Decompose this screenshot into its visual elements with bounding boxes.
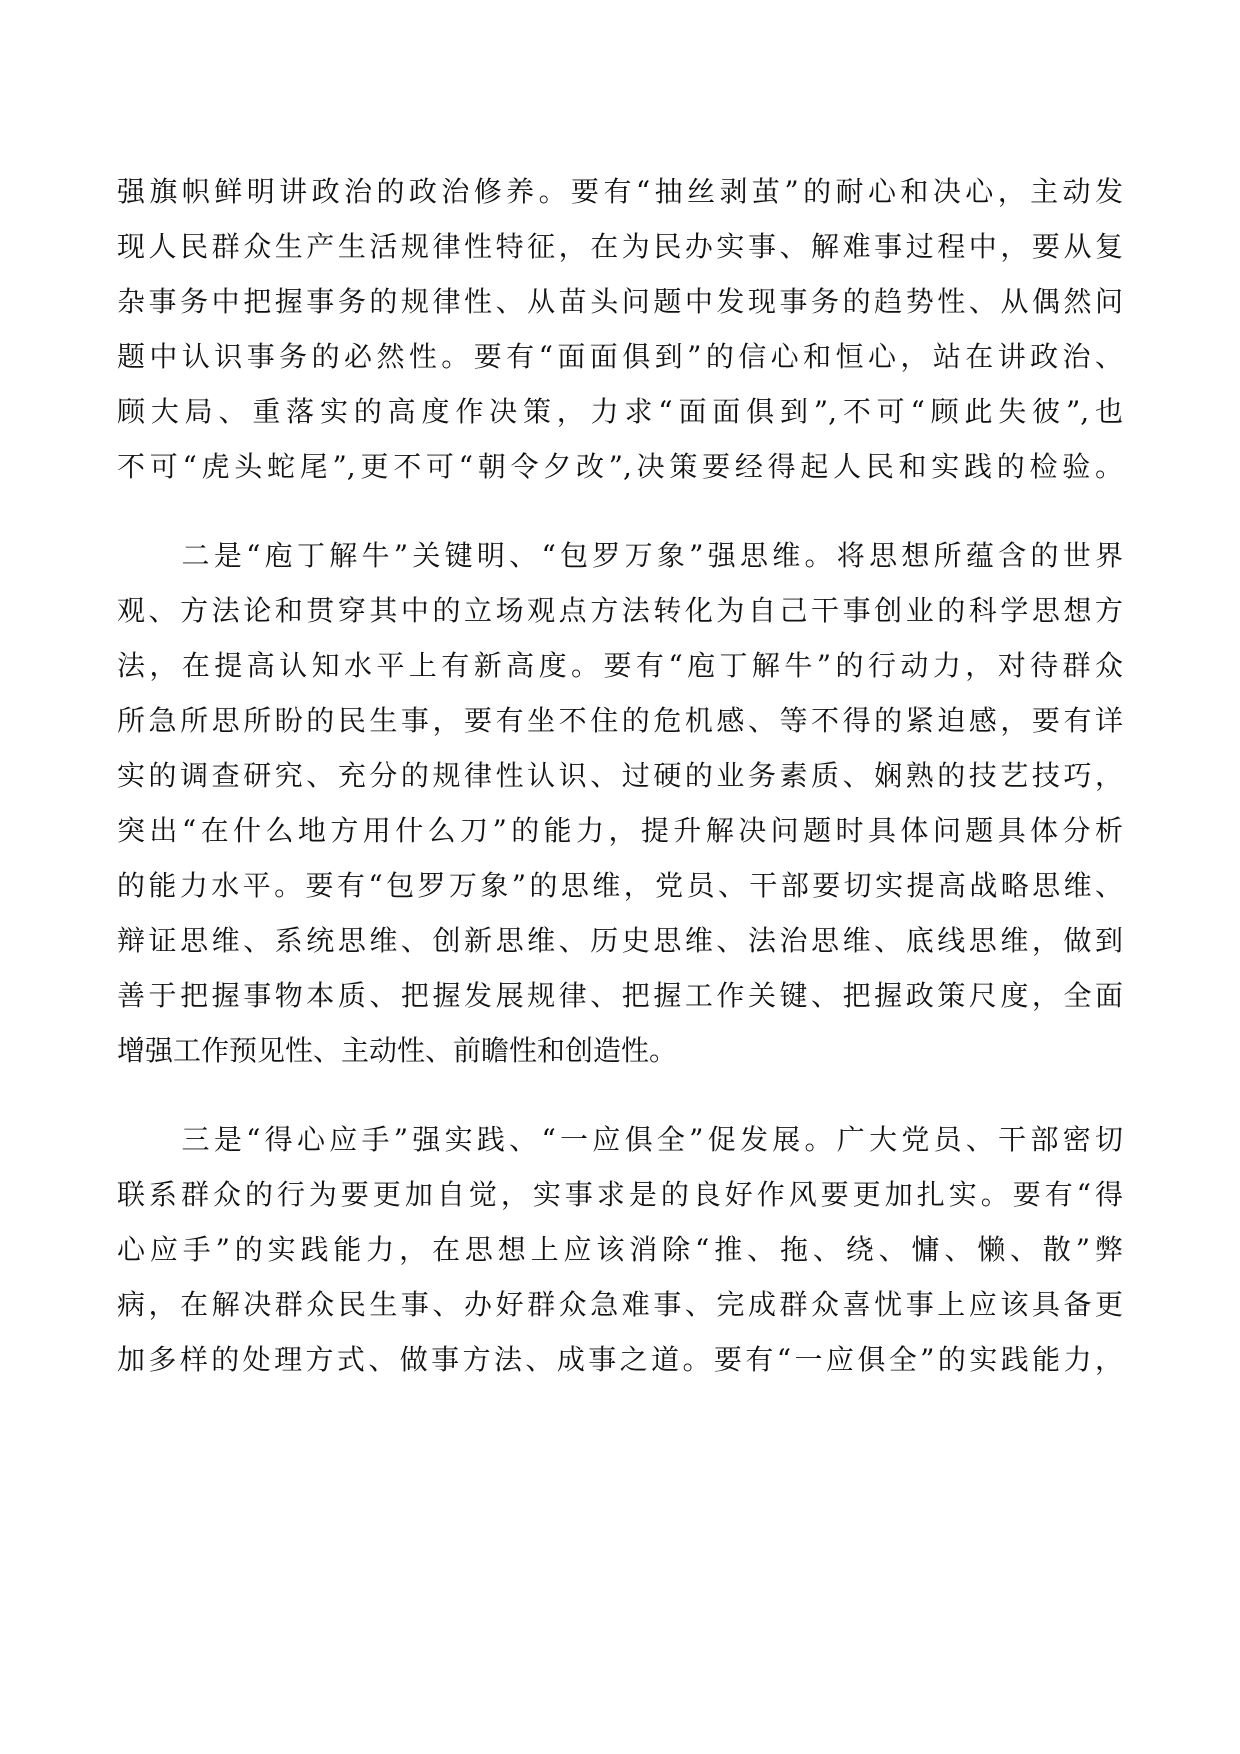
text-line: 心应手”的实践能力，在思想上应该消除“推、拖、绕、慵、懒、散”弊 bbox=[117, 1233, 1123, 1266]
text-line: 加多样的处理方式、做事方法、成事之道。要有“一应俱全”的实践能力， bbox=[117, 1343, 1123, 1376]
text-line: 三是“得心应手”强实践、“一应俱全”促发展。广大党员、干部密切 bbox=[117, 1123, 1123, 1156]
text-line: 善于把握事物本质、把握发展规律、把握工作关键、把握政策尺度，全面 bbox=[117, 979, 1123, 1012]
text-line: 病，在解决群众民生事、办好群众急难事、完成群众喜忧事上应该具备更 bbox=[117, 1288, 1123, 1321]
text-line: 增强工作预见性、主动性、前瞻性和创造性。 bbox=[117, 1034, 678, 1067]
text-line: 二是“庖丁解牛”关键明、“包罗万象”强思维。将思想所蕴含的世界 bbox=[117, 539, 1123, 572]
paragraph-2 bbox=[117, 528, 1123, 1078]
text-line: 题中认识事务的必然性。要有“面面俱到”的信心和恒心，站在讲政治、 bbox=[117, 340, 1123, 373]
text-line: 突出“在什么地方用什么刀”的能力，提升解决问题时具体问题具体分析 bbox=[117, 814, 1123, 847]
paragraph-3 bbox=[117, 1112, 1123, 1387]
text-line: 不可“虎头蛇尾”,更不可“朝令夕改”,决策要经得起人民和实践的检验。 bbox=[117, 450, 1123, 483]
text-line: 所急所思所盼的民生事，要有坐不住的危机感、等不得的紧迫感，要有详 bbox=[117, 704, 1123, 737]
text-line: 顾大局、重落实的高度作决策，力求“面面俱到”,不可“顾此失彼”,也 bbox=[117, 395, 1123, 428]
text-line: 的能力水平。要有“包罗万象”的思维，党员、干部要切实提高战略思维、 bbox=[117, 869, 1123, 902]
text-line: 法，在提高认知水平上有新高度。要有“庖丁解牛”的行动力，对待群众 bbox=[117, 649, 1123, 682]
text-line: 实的调查研究、充分的规律性认识、过硬的业务素质、娴熟的技艺技巧， bbox=[117, 759, 1123, 792]
paragraph-1 bbox=[117, 164, 1123, 494]
text-line: 杂事务中把握事务的规律性、从苗头问题中发现事务的趋势性、从偶然问 bbox=[117, 285, 1123, 318]
text-line: 辩证思维、系统思维、创新思维、历史思维、法治思维、底线思维，做到 bbox=[117, 924, 1123, 957]
text-line: 联系群众的行为要更加自觉，实事求是的良好作风要更加扎实。要有“得 bbox=[117, 1178, 1123, 1211]
text-line: 强旗帜鲜明讲政治的政治修养。要有“抽丝剥茧”的耐心和决心，主动发 bbox=[117, 175, 1123, 208]
text-line: 观、方法论和贯穿其中的立场观点方法转化为自己干事创业的科学思想方 bbox=[117, 594, 1123, 627]
text-line: 现人民群众生产生活规律性特征，在为民办实事、解难事过程中，要从复 bbox=[117, 230, 1123, 263]
document-body bbox=[117, 164, 1123, 1387]
